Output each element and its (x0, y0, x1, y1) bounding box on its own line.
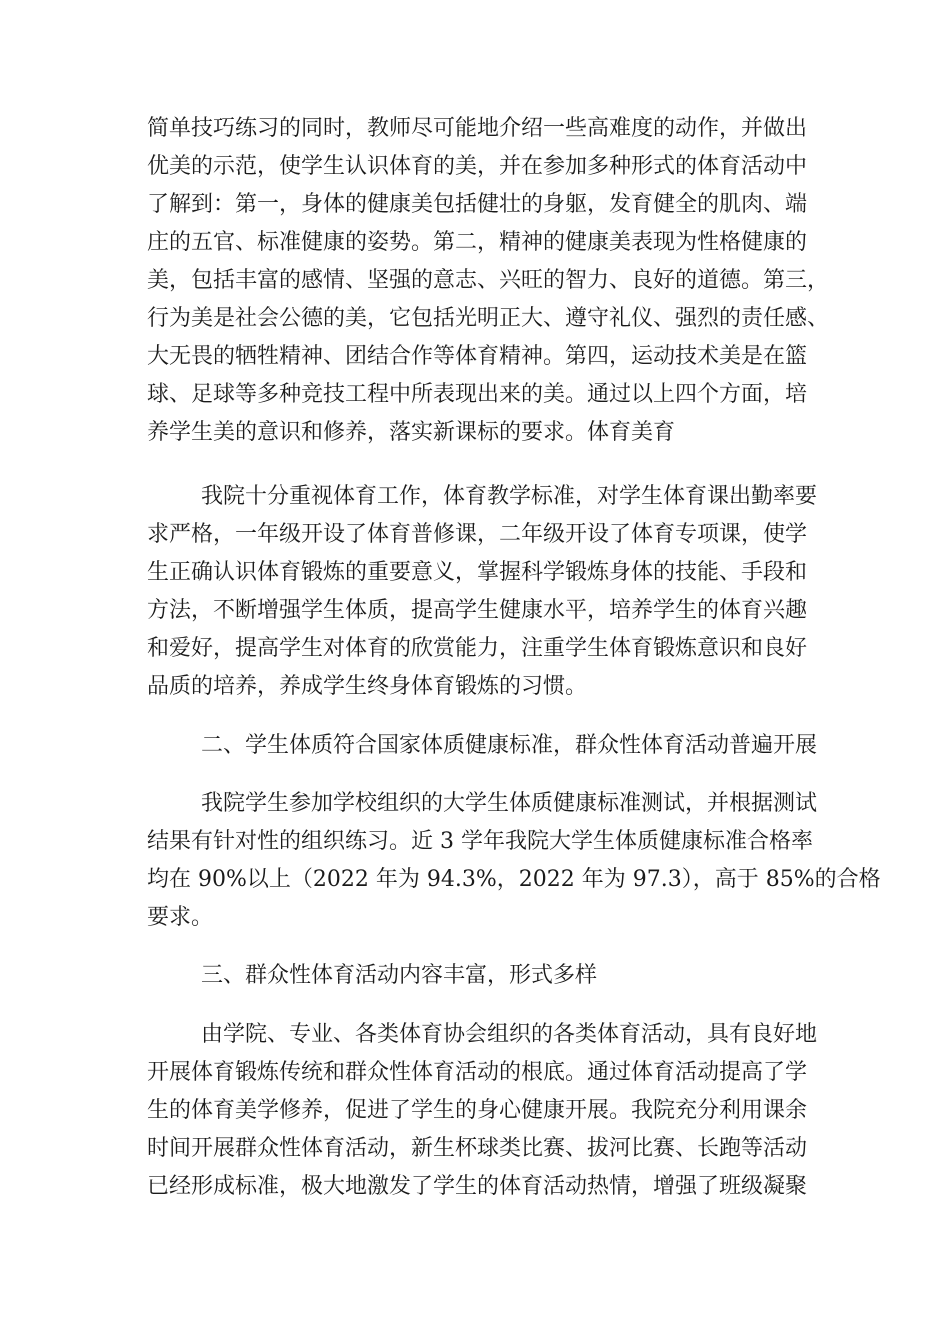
text-line: 我院十分重视体育工作，体育教学标准，对学生体育课出勤率要 (201, 484, 818, 509)
text-line: 庄的五官、标准健康的姿势。第二，精神的健康美表现为性格健康的 (147, 230, 808, 255)
text-line: 生的体育美学修养，促进了学生的身心健康开展。我院充分利用课余 (147, 1098, 808, 1123)
text-line: 方法，不断增强学生体质，提高学生健康水平，培养学生的体育兴趣 (147, 598, 808, 623)
text-line: 由学院、专业、各类体育协会组织的各类体育活动，具有良好地 (201, 1022, 818, 1047)
text-line: 时间开展群众性体育活动，新生杯球类比赛、拔河比赛、长跑等活动 (147, 1136, 808, 1161)
text-line: 均在 90%以上（2022 年为 94.3%，2022 年为 97.3），高于 85%的合格 (147, 867, 881, 892)
heading-line: 三、群众性体育活动内容丰富，形式多样 (201, 963, 598, 988)
text-line: 行为美是社会公德的美，它包括光明正大、遵守礼仪、强烈的责任感、 (147, 306, 830, 331)
text-line: 简单技巧练习的同时，教师尽可能地介绍一些高难度的动作，并做出 (147, 116, 808, 141)
text-line: 结果有针对性的组织练习。近 3 学年我院大学生体质健康标准合格率 (147, 829, 813, 854)
text-line: 球、足球等多种竞技工程中所表现出来的美。通过以上四个方面，培 (147, 382, 808, 407)
text-line: 求严格，一年级开设了体育普修课，二年级开设了体育专项课，使学 (147, 522, 808, 547)
text-line: 美，包括丰富的感情、坚强的意志、兴旺的智力、良好的道德。第三， (147, 268, 830, 293)
section-heading-three (147, 957, 807, 995)
section-heading-two (147, 727, 818, 765)
paragraph-fitness-test (147, 785, 881, 937)
heading-line: 二、学生体质符合国家体质健康标准，群众性体育活动普遍开展 (201, 733, 818, 758)
text-line: 生正确认识体育锻炼的重要意义，掌握科学锻炼身体的技能、手段和 (147, 560, 808, 585)
text-line: 已经形成标准，极大地激发了学生的体育活动热情，增强了班级凝聚 (147, 1174, 808, 1199)
text-line: 大无畏的牺牲精神、团结合作等体育精神。第四，运动技术美是在篮 (147, 344, 808, 369)
paragraph-aesthetics (147, 110, 830, 452)
text-line: 优美的示范，使学生认识体育的美，并在参加多种形式的体育活动中 (147, 154, 808, 179)
text-line: 和爱好，提高学生对体育的欣赏能力，注重学生体育锻炼意识和良好 (147, 636, 808, 661)
text-line: 了解到：第一，身体的健康美包括健壮的身躯，发育健全的肌肉、端 (147, 192, 808, 217)
paragraph-pe-emphasis (147, 478, 818, 706)
text-line: 开展体育锻炼传统和群众性体育活动的根底。通过体育活动提高了学 (147, 1060, 808, 1085)
text-line: 我院学生参加学校组织的大学生体质健康标准测试，并根据测试 (201, 791, 818, 816)
paragraph-activities (147, 1016, 818, 1206)
text-line: 要求。 (147, 905, 214, 930)
text-line: 品质的培养，养成学生终身体育锻炼的习惯。 (147, 674, 588, 699)
text-line: 养学生美的意识和修养，落实新课标的要求。体育美育 (147, 420, 676, 445)
